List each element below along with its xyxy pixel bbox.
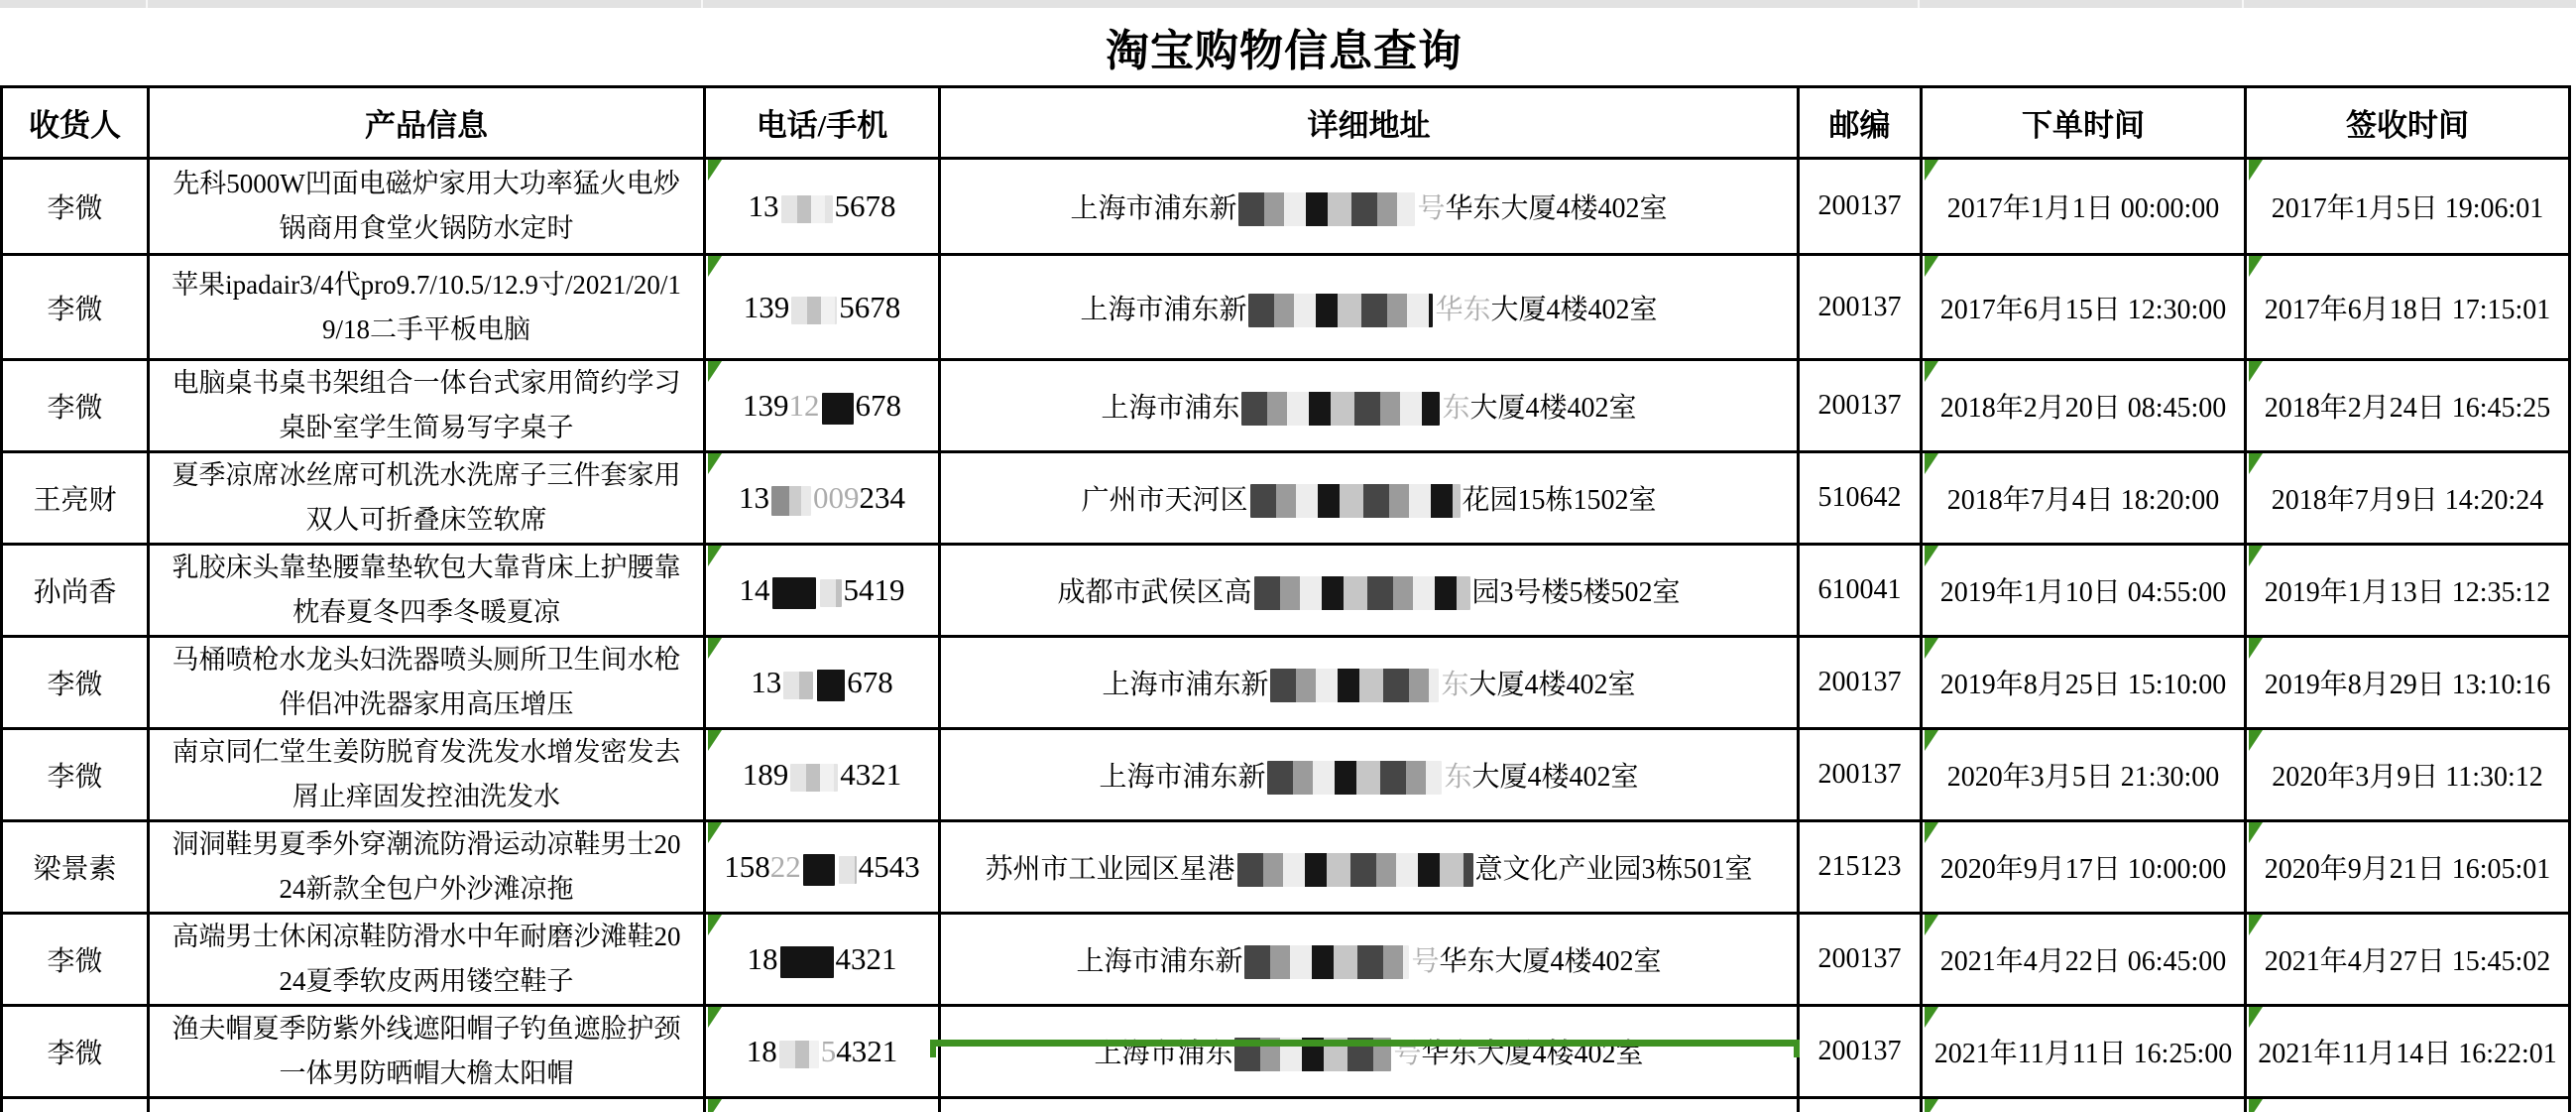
sign-time-cell[interactable] <box>2246 1098 2570 1112</box>
sign-time-cell[interactable]: 2018年2月24日 16:45:25 <box>2246 360 2570 452</box>
visible-text: 华东大厦4楼402室 <box>1439 946 1662 977</box>
zip-cell[interactable]: 200137 <box>1799 1006 1922 1098</box>
phone-cell[interactable] <box>705 637 940 729</box>
redaction-block <box>790 764 838 792</box>
visible-text: 大厦4楼402室 <box>1469 393 1637 424</box>
faint-text: 华东 <box>1435 294 1491 325</box>
product-cell[interactable]: 洞洞鞋男夏季外穿潮流防滑运动凉鞋男士2024新款全包户外沙滩凉拖 <box>149 821 705 914</box>
faint-text: 22 <box>769 849 801 884</box>
faint-text: 东 <box>1441 670 1469 700</box>
sign-time-cell[interactable]: 2017年6月18日 17:15:01 <box>2246 255 2570 360</box>
redaction-block <box>1270 669 1439 702</box>
address-cell[interactable] <box>940 452 1799 545</box>
redaction-block <box>1237 853 1473 887</box>
address-cell[interactable] <box>940 637 1799 729</box>
visible-text: 5678 <box>839 289 901 324</box>
text-format-wedge-icon <box>1925 730 1938 751</box>
phone-cell[interactable] <box>705 159 940 255</box>
visible-text: 上海市浦东新 <box>1080 294 1247 325</box>
visible-text: 成都市武侯区高 <box>1057 577 1252 608</box>
phone-cell[interactable] <box>705 1098 940 1112</box>
text-format-wedge-icon <box>1925 822 1938 843</box>
redaction-block <box>1254 576 1470 610</box>
order-time-cell[interactable]: 2019年8月25日 15:10:00 <box>1922 637 2246 729</box>
visible-text: 大厦4楼402室 <box>1490 294 1658 325</box>
redaction-block <box>1248 294 1433 327</box>
visible-text: 18 <box>747 941 778 976</box>
faint-text: 东 <box>1444 762 1472 793</box>
zip-cell[interactable]: 200137 <box>1799 255 1922 360</box>
text-format-wedge-icon <box>708 453 722 474</box>
redaction-block <box>1238 192 1415 226</box>
text-format-wedge-icon <box>1925 361 1938 382</box>
order-time-cell[interactable]: 2018年2月20日 08:45:00 <box>1922 360 2246 452</box>
text-format-wedge-icon <box>708 160 722 181</box>
product-cell[interactable]: 苹果ipadair3/4代pro9.7/10.5/12.9寸/2021/20/19/18二手平板电脑 <box>149 255 705 360</box>
text-format-wedge-icon <box>2249 1007 2263 1028</box>
zip-cell[interactable]: 215123 <box>1799 821 1922 914</box>
sign-time-cell[interactable]: 2020年9月21日 16:05:01 <box>2246 821 2570 914</box>
redaction-block <box>771 486 811 516</box>
text-format-wedge-icon <box>1925 1007 1938 1028</box>
recipient-cell[interactable]: 孙尚香 <box>2 545 149 637</box>
redaction-block <box>1267 761 1442 795</box>
product-cell[interactable]: 高端男士休闲凉鞋防滑水中年耐磨沙滩鞋2024夏季软皮两用镂空鞋子 <box>149 914 705 1006</box>
redaction-block <box>783 672 813 699</box>
redaction-block <box>820 579 842 607</box>
order-time-cell[interactable]: 2018年7月4日 18:20:00 <box>1922 452 2246 545</box>
phone-cell[interactable] <box>705 1006 940 1098</box>
visible-text: 上海市浦东新 <box>1076 946 1243 977</box>
address-cell[interactable] <box>940 360 1799 452</box>
redaction-block <box>781 195 833 223</box>
order-time-cell[interactable]: 2017年6月15日 12:30:00 <box>1922 255 2246 360</box>
order-time-cell[interactable]: 2020年3月5日 21:30:00 <box>1922 729 2246 821</box>
text-format-wedge-icon <box>1925 638 1938 659</box>
selected-column-highlight <box>933 0 1797 8</box>
address-cell[interactable] <box>940 545 1799 637</box>
visible-text: 大厦4楼402室 <box>1471 762 1639 793</box>
recipient-cell[interactable] <box>2 1098 149 1112</box>
visible-text: 4321 <box>840 757 902 792</box>
text-format-wedge-icon <box>2249 915 2263 935</box>
table-row <box>2 545 2570 637</box>
visible-text: 139 <box>743 388 789 423</box>
app-top-strip <box>0 0 2576 8</box>
zip-cell[interactable]: 200137 <box>1799 637 1922 729</box>
visible-text: 上海市浦东新 <box>1099 762 1266 793</box>
recipient-cell[interactable]: 王亮财 <box>2 452 149 545</box>
recipient-cell[interactable]: 李微 <box>2 159 149 255</box>
text-format-wedge-icon <box>708 915 722 935</box>
visible-text: 华东大厦4楼402室 <box>1445 193 1668 224</box>
text-format-wedge-icon <box>2249 1099 2263 1112</box>
header-recipient[interactable]: 收货人 <box>2 87 149 159</box>
redaction-block <box>1250 484 1461 518</box>
visible-text: 678 <box>855 388 901 423</box>
visible-text: 139 <box>743 289 790 324</box>
sign-time-cell[interactable]: 2020年3月9日 11:30:12 <box>2246 729 2570 821</box>
header-address[interactable]: 详细地址 <box>940 87 1799 159</box>
visible-text: 上海市浦东 <box>1094 1039 1233 1069</box>
phone-cell[interactable] <box>705 821 940 914</box>
redaction-block <box>780 946 834 978</box>
visible-text: 14 <box>739 572 770 607</box>
table-row <box>2 914 2570 1006</box>
visible-text: 上海市浦东 <box>1101 393 1240 424</box>
sign-time-cell[interactable]: 2019年1月13日 12:35:12 <box>2246 545 2570 637</box>
recipient-cell[interactable]: 李微 <box>2 637 149 729</box>
text-format-wedge-icon <box>2249 453 2263 474</box>
phone-cell[interactable] <box>705 914 940 1006</box>
text-format-wedge-icon <box>708 546 722 566</box>
product-cell[interactable]: 渔夫帽夏季防紫外线遮阳帽子钓鱼遮脸护颈一体男防晒帽大檐太阳帽 <box>149 1006 705 1098</box>
text-format-wedge-icon <box>2249 822 2263 843</box>
purchase-info-table <box>0 85 2571 1112</box>
order-time-cell[interactable]: 2021年4月22日 06:45:00 <box>1922 914 2246 1006</box>
table-row <box>2 360 2570 452</box>
header-phone[interactable]: 电话/手机 <box>705 87 940 159</box>
table-row <box>2 159 2570 255</box>
product-cell[interactable]: 先科5000W凹面电磁炉家用大功率猛火电炒锅商用食堂火锅防水定时 <box>149 159 705 255</box>
visible-text: 13 <box>751 665 782 699</box>
faint-text: 号 <box>1411 946 1440 977</box>
text-format-wedge-icon <box>1925 546 1938 566</box>
visible-text: 678 <box>847 665 893 699</box>
table-row <box>2 821 2570 914</box>
address-cell[interactable] <box>940 1098 1799 1112</box>
visible-text: 13 <box>739 480 769 515</box>
product-cell[interactable]: 马桶喷枪水龙头妇洗器喷头厕所卫生间水枪伴侣冲洗器家用高压增压 <box>149 637 705 729</box>
text-format-wedge-icon <box>1925 256 1938 277</box>
order-time-cell[interactable]: 2020年9月17日 10:00:00 <box>1922 821 2246 914</box>
phone-cell[interactable] <box>705 360 940 452</box>
zip-cell[interactable]: 200137 <box>1799 729 1922 821</box>
visible-text: 13 <box>748 188 779 223</box>
sign-time-cell[interactable]: 2017年1月5日 19:06:01 <box>2246 159 2570 255</box>
recipient-cell[interactable]: 李微 <box>2 255 149 360</box>
visible-text: 18 <box>746 1034 777 1068</box>
zip-cell[interactable]: 200137 <box>1799 360 1922 452</box>
text-format-wedge-icon <box>708 1007 722 1028</box>
text-format-wedge-icon <box>2249 160 2263 181</box>
product-cell[interactable]: 南京同仁堂生姜防脱育发洗发水增发密发去屑止痒固发控油洗发水 <box>149 729 705 821</box>
visible-text: 上海市浦东新 <box>1102 670 1269 700</box>
header-sign-time[interactable]: 签收时间 <box>2246 87 2570 159</box>
faint-text: 5 <box>820 1034 837 1068</box>
visible-text: 意文化产业园3栋501室 <box>1474 854 1753 885</box>
sign-time-cell[interactable]: 2021年4月27日 15:45:02 <box>2246 914 2570 1006</box>
product-cell[interactable]: 乳胶床头靠垫腰靠垫软包大靠背床上护腰靠枕春夏冬四季冬暖夏凉 <box>149 545 705 637</box>
column-tick <box>701 0 703 8</box>
text-format-wedge-icon <box>1925 160 1938 181</box>
recipient-cell[interactable]: 李微 <box>2 729 149 821</box>
visible-text: 4543 <box>858 849 920 884</box>
page-title: 淘宝购物信息查询 <box>1106 27 1463 75</box>
order-time-cell[interactable]: 2017年1月1日 00:00:00 <box>1922 159 2246 255</box>
text-format-wedge-icon <box>2249 730 2263 751</box>
text-format-wedge-icon <box>1925 915 1938 935</box>
visible-text: 苏州市工业园区星港 <box>985 854 1235 885</box>
visible-text: 158 <box>724 849 770 884</box>
redaction-block <box>817 670 845 701</box>
text-format-wedge-icon <box>2249 361 2263 382</box>
text-format-wedge-icon <box>2249 546 2263 566</box>
address-cell[interactable] <box>940 914 1799 1006</box>
text-format-wedge-icon <box>708 730 722 751</box>
faint-text: 东 <box>1442 393 1470 424</box>
visible-text: 广州市天河区 <box>1081 485 1248 516</box>
header-product[interactable]: 产品信息 <box>149 87 705 159</box>
partial-row <box>2 1098 2570 1112</box>
visible-text: 4321 <box>835 941 897 976</box>
redaction-block <box>1241 392 1440 426</box>
text-format-wedge-icon <box>1925 453 1938 474</box>
address-cell[interactable] <box>940 255 1799 360</box>
redaction-block <box>803 854 835 886</box>
column-tick <box>146 0 148 8</box>
redaction-block <box>822 393 854 425</box>
redaction-block <box>1244 945 1409 979</box>
zip-cell[interactable] <box>1799 1098 1922 1112</box>
table-row <box>2 255 2570 360</box>
phone-cell[interactable] <box>705 255 940 360</box>
visible-text: 5419 <box>843 572 905 607</box>
recipient-cell[interactable]: 李微 <box>2 1006 149 1098</box>
text-format-wedge-icon <box>708 256 722 277</box>
address-cell[interactable] <box>940 821 1799 914</box>
zip-cell[interactable]: 200137 <box>1799 914 1922 1006</box>
faint-text: 009 <box>813 480 860 515</box>
active-cell-selection-border <box>930 1040 1800 1057</box>
visible-text: 189 <box>742 757 789 792</box>
table-row <box>2 637 2570 729</box>
text-format-wedge-icon <box>708 822 722 843</box>
column-tick <box>1918 0 1920 8</box>
faint-text: 12 <box>788 388 820 423</box>
faint-text: 号 <box>1393 1039 1422 1069</box>
text-format-wedge-icon <box>708 1099 722 1112</box>
order-time-cell[interactable] <box>1922 1098 2246 1112</box>
zip-cell[interactable]: 200137 <box>1799 159 1922 255</box>
text-format-wedge-icon <box>1925 1099 1938 1112</box>
visible-text: 花园15栋1502室 <box>1462 485 1657 516</box>
text-format-wedge-icon <box>708 361 722 382</box>
phone-cell[interactable] <box>705 545 940 637</box>
visible-text: 5678 <box>834 188 896 223</box>
sign-time-cell[interactable]: 2018年7月9日 14:20:24 <box>2246 452 2570 545</box>
recipient-cell[interactable]: 李微 <box>2 914 149 1006</box>
recipient-cell[interactable]: 梁景素 <box>2 821 149 914</box>
visible-text: 上海市浦东新 <box>1070 193 1237 224</box>
table-row <box>2 729 2570 821</box>
redaction-block <box>791 297 837 324</box>
visible-text: 园3号楼5楼502室 <box>1471 577 1681 608</box>
order-time-cell[interactable]: 2021年11月11日 16:25:00 <box>1922 1006 2246 1098</box>
product-cell[interactable]: 夏季凉席冰丝席可机洗水洗席子三件套家用双人可折叠床笠软席 <box>149 452 705 545</box>
zip-cell[interactable]: 510642 <box>1799 452 1922 545</box>
visible-text: 4321 <box>836 1034 898 1068</box>
phone-cell[interactable] <box>705 452 940 545</box>
sign-time-cell[interactable]: 2019年8月29日 13:10:16 <box>2246 637 2570 729</box>
header-row <box>2 87 2570 159</box>
recipient-cell[interactable]: 李微 <box>2 360 149 452</box>
text-format-wedge-icon <box>2249 256 2263 277</box>
phone-cell[interactable] <box>705 729 940 821</box>
text-format-wedge-icon <box>708 638 722 659</box>
visible-text: 华东大厦4楼402室 <box>1421 1039 1644 1069</box>
header-zip[interactable]: 邮编 <box>1799 87 1922 159</box>
zip-cell[interactable]: 610041 <box>1799 545 1922 637</box>
redaction-block <box>839 856 857 884</box>
order-time-cell[interactable]: 2019年1月10日 04:55:00 <box>1922 545 2246 637</box>
sign-time-cell[interactable]: 2021年11月14日 16:22:01 <box>2246 1006 2570 1098</box>
text-format-wedge-icon <box>2249 638 2263 659</box>
address-cell[interactable] <box>940 159 1799 255</box>
faint-text: 号 <box>1417 193 1446 224</box>
header-order-time[interactable]: 下单时间 <box>1922 87 2246 159</box>
address-cell[interactable] <box>940 729 1799 821</box>
table-row <box>2 452 2570 545</box>
column-tick <box>2242 0 2244 8</box>
visible-text: 大厦4楼402室 <box>1468 670 1636 700</box>
redaction-block <box>779 1041 819 1068</box>
product-cell[interactable] <box>149 1098 705 1112</box>
redaction-block <box>772 577 816 609</box>
visible-text: 234 <box>859 480 905 515</box>
product-cell[interactable]: 电脑桌书桌书架组合一体台式家用简约学习桌卧室学生简易写字桌子 <box>149 360 705 452</box>
